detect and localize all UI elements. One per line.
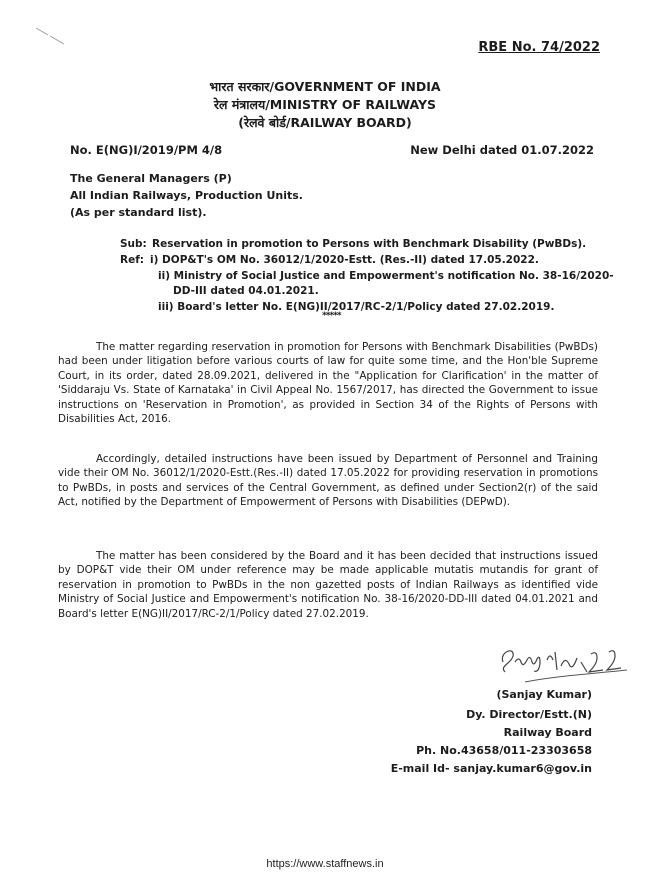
subject-label: Sub:: [120, 238, 147, 250]
letter-date: New Delhi dated 01.07.2022: [410, 143, 594, 157]
addressee-line-3: (As per standard list).: [70, 206, 207, 219]
reference-1: i) DOP&T's OM No. 36012/1/2020-Estt. (Res.-II) dated 17.05.2022.: [150, 254, 539, 266]
addressee-line-1: The General Managers (P): [70, 172, 232, 185]
footer-url[interactable]: https://www.staffnews.in: [266, 858, 384, 870]
header-board: (रेलवे बोर्ड/RAILWAY BOARD): [238, 115, 412, 130]
subject-text: Reservation in promotion to Persons with Benchmark Disability (PwBDs).: [152, 238, 587, 250]
signatory-phone: Ph. No.43658/011-23303658: [416, 744, 592, 757]
signatory-designation: Dy. Director/Estt.(N): [466, 708, 592, 721]
rbe-number: RBE No. 74/2022: [478, 40, 600, 55]
paragraph-3: The matter has been considered by the Board and it has been decided that instructions issued by DOP&T vide their OM under reference may be made applicable mutatis mutandis for grant of reservation in promotion to PwBDs in the non gazetted posts of Indian Railways as identified vide Ministry of Social Justice and Empowerment's notification No. 38-16/2020-DD-III dated 04.01.2021 and Board's letter E(NG)II/2017/RC-2/1/Policy dated 27.02.2019.: [58, 550, 598, 620]
paragraph-1: The matter regarding reservation in promotion for Persons with Benchmark Disabilities (PwBDs) had been under litigation before various courts of law for quite some time, and the Hon'ble Supreme Court, in its order, dated 28.09.2021, delivered in the "Application for Clarification' in the matter of 'Siddaraju Vs. State of Karnataka' in Civil Appeal No. 1567/2017, has directed the Government to issue instructions on 'Reservation in Promotion', as provided in Section 34 of the Rights of Persons with Disabilities Act, 2016.: [58, 341, 598, 426]
header-government: भारत सरकार/GOVERNMENT OF INDIA: [209, 79, 441, 94]
addressee-line-2: All Indian Railways, Production Units.: [70, 189, 303, 202]
paragraph-2: Accordingly, detailed instructions have been issued by Department of Personnel and Training vide their OM No. 36012/1/2020-Estt.(Res.-II) dated 17.05.2022 for providing reservation in promotions to PwBDs, in posts and services of the Central Government, as defined under Section2(r) of the said Act, notified by the Department of Empowerment of Persons with Disabilities (DEPwD).: [58, 453, 598, 509]
reference-2-line-1: ii) Ministry of Social Justice and Empowerment's notification No. 38-16/2020-: [158, 270, 614, 282]
separator-stars: *****: [322, 311, 341, 321]
scan-mark-icon: [34, 26, 68, 46]
signatory-email[interactable]: E-mail Id- sanjay.kumar6@gov.in: [390, 762, 592, 775]
reference-3: iii) Board's letter No. E(NG)II/2017/RC-2/1/Policy dated 27.02.2019.: [158, 301, 555, 313]
letter-number: No. E(NG)I/2019/PM 4/8: [70, 143, 223, 157]
header-ministry: रेल मंत्रालय/MINISTRY OF RAILWAYS: [213, 97, 437, 112]
signatory-name: (Sanjay Kumar): [496, 688, 592, 701]
reference-label: Ref:: [120, 254, 144, 266]
signatory-office: Railway Board: [503, 726, 592, 739]
reference-2-line-2: DD-III dated 04.01.2021.: [173, 285, 319, 297]
